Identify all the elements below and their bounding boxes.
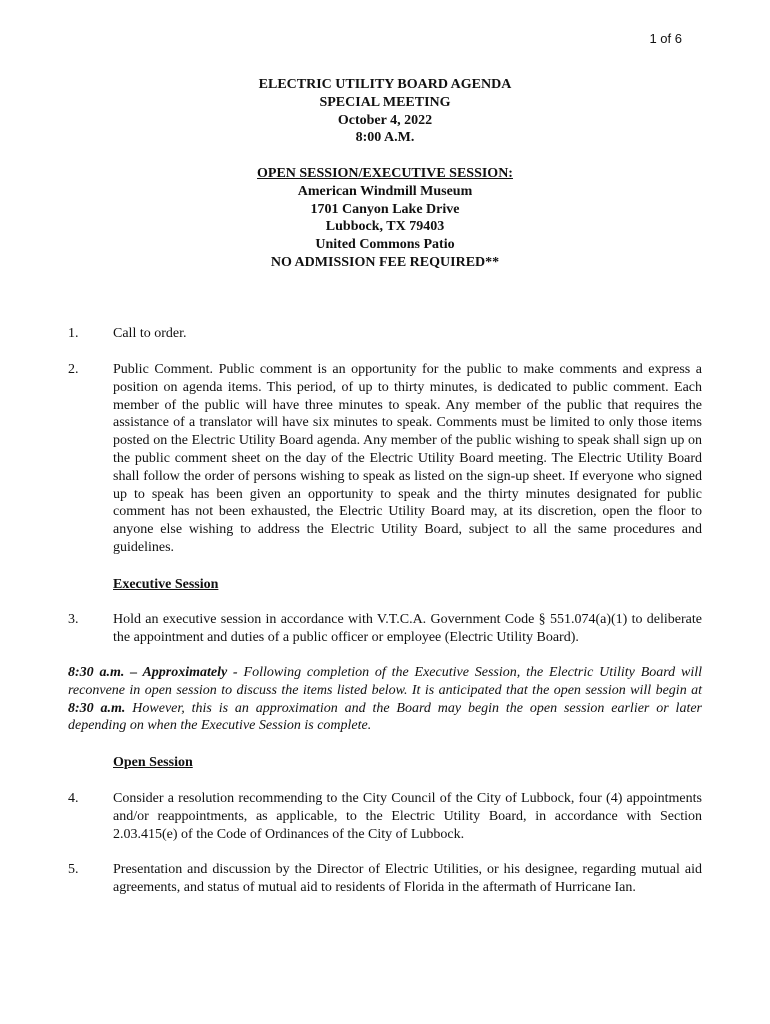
agenda-item: [68, 325, 702, 343]
header-spacer: [0, 147, 770, 165]
reconvene-note: [68, 664, 702, 735]
agenda-item: [68, 611, 702, 647]
venue-location-detail: United Commons Patio: [315, 237, 455, 253]
note-lead-time: 8:30 a.m. – Approximately -: [68, 665, 238, 680]
item-number: 5.: [68, 862, 79, 877]
meeting-time: 8:00 A.M.: [355, 130, 415, 146]
open-session-heading: Open Session: [113, 755, 193, 770]
venue-street: 1701 Canyon Lake Drive: [310, 201, 460, 217]
item-text: Public Comment. Public comment is an opportunity for the public to make comments and express a position on agenda items. This period, of up to thirty minutes, is dedicated to public comment. Each member of the public will have three minutes to speak. Any member of the public that requires the assistance of a translator will have six minutes to speak. Comments must be limited to only those items posted on the Electric Utility Board agenda. Any member of the public wishing to speak shall sign up on the public comment sheet on the day of the Electric Utility Board meeting. The Electric Utility Board shall follow the order of persons wishing to speak as listed on the sign-up sheet. If everyone who signed up to speak has been given an opportunity to speak and the thirty minutes designated for public comment has not been exhausted, the Electric Utility Board may, at its discretion, open the floor to anyone else wishing to address the Electric Utility Board, subject to all the same procedures and guidelines.: [113, 362, 702, 555]
page-number: 1 of 6: [649, 31, 682, 46]
item-text: Presentation and discussion by the Director of Electric Utilities, or his designee, regarding mutual aid agreements, and status of mutual aid to residents of Florida in the aftermath of Hurricane Ian.: [113, 862, 702, 895]
item-number: 4.: [68, 791, 79, 806]
meeting-type: SPECIAL MEETING: [319, 94, 451, 110]
item-text: Hold an executive session in accordance with V.T.C.A. Government Code § 551.074(a)(1) to deliberate the appointment and duties of a public officer or employee (Electric Utility Board).: [113, 612, 702, 645]
venue-name: American Windmill Museum: [297, 183, 473, 199]
session-label: OPEN SESSION/EXECUTIVE SESSION:: [257, 165, 513, 181]
item-number: 3.: [68, 612, 79, 627]
agenda-item: [68, 790, 702, 843]
meeting-date: October 4, 2022: [337, 112, 433, 128]
agenda-item: [68, 861, 702, 897]
agenda-header: [0, 76, 770, 272]
agenda-item: [68, 361, 702, 557]
item-number: 1.: [68, 326, 79, 341]
note-bold-time: 8:30 a.m.: [68, 700, 126, 716]
item-number: 2.: [68, 362, 79, 377]
executive-session-heading: Executive Session: [113, 577, 219, 592]
item-text: Call to order.: [113, 326, 187, 341]
item-text: Consider a resolution recommending to the City Council of the City of Lubbock, four (4) appointments and/or reappointments, as applicable, to the Electric Utility Board, in accordance with Section 2.03.415(e) of the Code of Ordinances of the City of Lubbock.: [113, 791, 702, 842]
venue-city: Lubbock, TX 79403: [325, 219, 445, 235]
agenda-title: ELECTRIC UTILITY BOARD AGENDA: [258, 77, 512, 92]
admission-note: NO ADMISSION FEE REQUIRED**: [270, 254, 500, 270]
note-text-part2: However, this is an approximation and the Board may begin the open session earlier or later depending on when the Executive Session is complete.: [68, 700, 702, 734]
note-text-part1: Following completion of the Executive Session, the Electric Utility Board will reconvene in open session to discuss the items listed below. It is anticipated that the open session will begin at: [68, 665, 702, 698]
